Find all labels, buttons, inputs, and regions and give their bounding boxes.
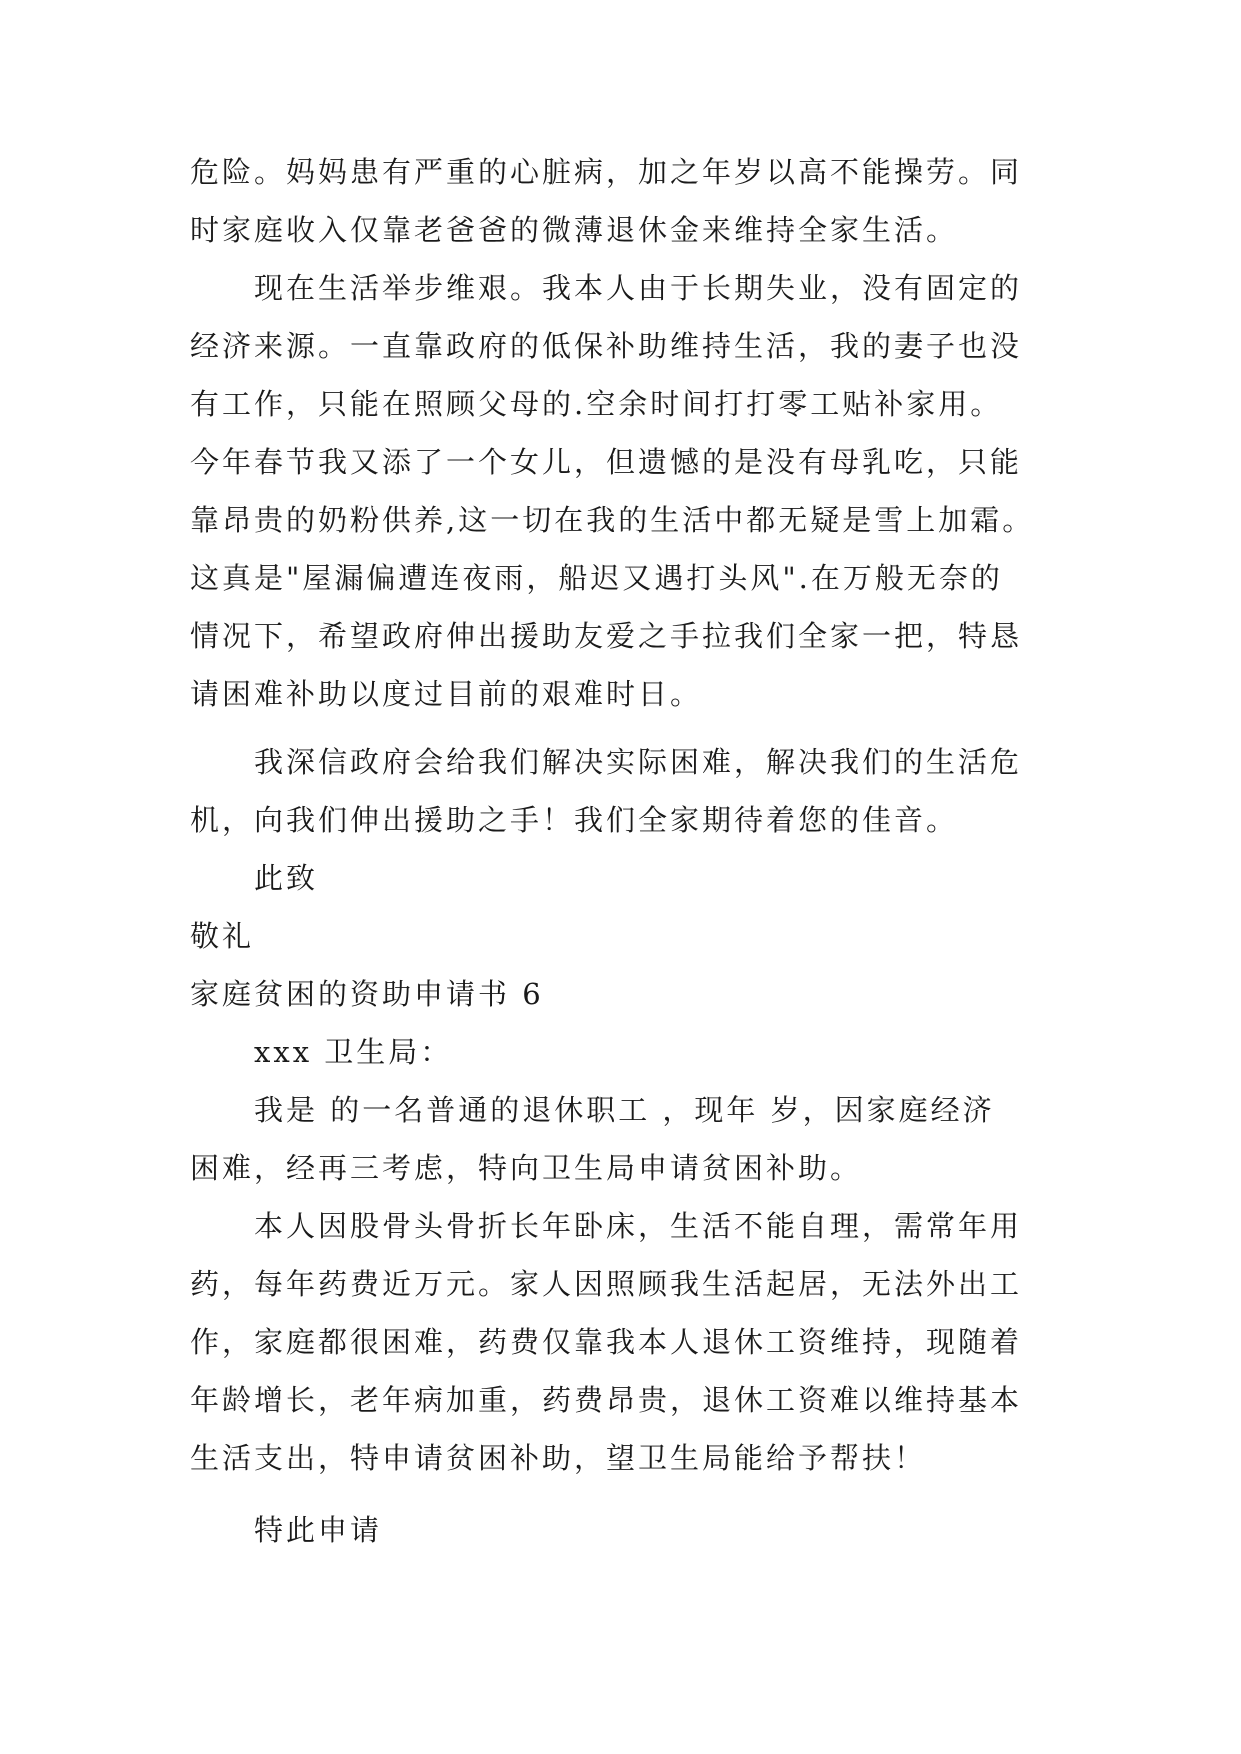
text-line: 这真是"屋漏偏遭连夜雨，船迟又遇打头风".在万般无奈的 bbox=[190, 561, 1003, 595]
text-line: 今年春节我又添了一个女儿，但遗憾的是没有母乳吃，只能 bbox=[190, 445, 1023, 479]
text-line: 困难，经再三考虑，特向卫生局申请贫困补助。 bbox=[190, 1151, 863, 1185]
text-line: 请困难补助以度过目前的艰难时日。 bbox=[190, 677, 703, 711]
paragraph-start: 现在生活举步维艰。我本人由于长期失业，没有固定的 bbox=[254, 271, 1023, 305]
text-line: 时家庭收入仅靠老爸爸的微薄退休金来维持全家生活。 bbox=[190, 213, 959, 247]
text-line: 药，每年药费近万元。家人因照顾我生活起居，无法外出工 bbox=[190, 1267, 1023, 1301]
paragraph-start: 本人因股骨头骨折长年卧床，生活不能自理，需常年用 bbox=[254, 1209, 1023, 1243]
text-line: 生活支出，特申请贫困补助，望卫生局能给予帮扶！ bbox=[190, 1441, 927, 1475]
text-line: 年龄增长，老年病加重，药费昂贵，退休工资难以维持基本 bbox=[190, 1383, 1023, 1417]
text-line: 靠昂贵的奶粉供养,这一切在我的生活中都无疑是雪上加霜。 bbox=[190, 503, 1035, 537]
text-line: 作，家庭都很困难，药费仅靠我本人退休工资维持，现随着 bbox=[190, 1325, 1023, 1359]
text-line: 危险。妈妈患有严重的心脏病，加之年岁以高不能操劳。同 bbox=[190, 155, 1023, 189]
closing-request: 特此申请 bbox=[254, 1513, 383, 1547]
paragraph-start: 我深信政府会给我们解决实际困难，解决我们的生活危 bbox=[254, 745, 1023, 779]
section-title: 家庭贫困的资助申请书 6 bbox=[190, 977, 544, 1011]
recipient-line: xxx 卫生局： bbox=[254, 1035, 453, 1069]
text-line: 有工作，只能在照顾父母的.空余时间打打零工贴补家用。 bbox=[190, 387, 1003, 421]
text-line: 情况下，希望政府伸出援助友爱之手拉我们全家一把，特恳 bbox=[190, 619, 1023, 653]
closing-salute: 敬礼 bbox=[190, 919, 255, 953]
text-line: 经济来源。一直靠政府的低保补助维持生活，我的妻子也没 bbox=[190, 329, 1023, 363]
paragraph-start: 我是 的一名普通的退休职工 ，现年 岁，因家庭经济 bbox=[254, 1093, 995, 1127]
text-line: 机，向我们伸出援助之手！我们全家期待着您的佳音。 bbox=[190, 803, 959, 837]
closing-greeting: 此致 bbox=[254, 861, 319, 895]
